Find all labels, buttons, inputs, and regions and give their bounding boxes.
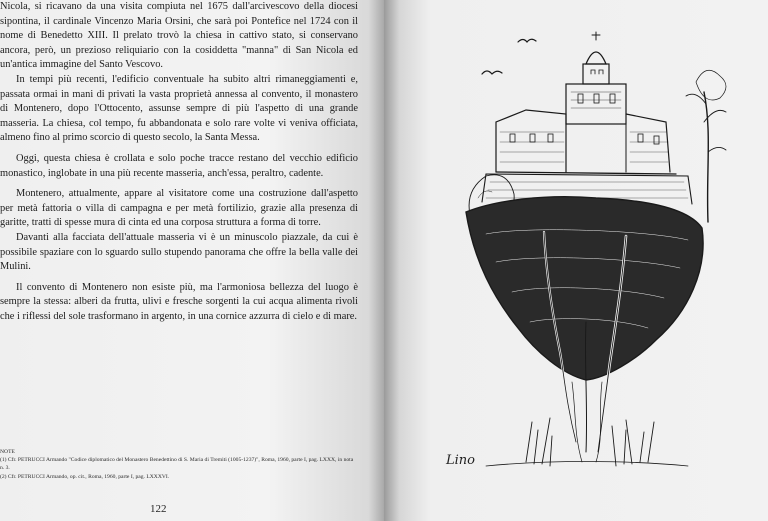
footnote: (1) Cfr. PETRUCCI Armando "Codice diplomatico del Monastero Benedettino di S. Maria di Tremiti (1005-1237)", Roma, 1960, parte I, pag. LXXX, in nota n. 3. xyxy=(0,457,354,472)
paragraph: Nicola, si ricavano da una visita compiuta nel 1675 dall'arcivescovo della diocesi sipontina, il cardinale Vincenzo Maria Orsini, che sarà poi Pontefice nel 1724 con il nome di Benedetto XIII. Il prelato trovò la chiesa in cattivo stato, si conservano ancora, però, un prezioso reliquiario con la cosiddetta "manna" di San Nicola ed un'antica immagine del Santo Vescovo. xyxy=(0,1,358,71)
paragraph: Davanti alla facciata dell'attuale masseria vi è un minuscolo piazzale, da cui è possibile spaziare con lo sguardo sullo stupendo panorama che offre la bella valle dei Mulini. xyxy=(0,231,358,273)
footnotes xyxy=(0,448,358,481)
paragraph: Oggi, questa chiesa è crollata e solo poche tracce restano del vecchio edificio monastico, inglobate in una più recente masseria, anch'essa, peraltro, cadente. xyxy=(0,152,358,179)
footnote: (2) Cfr. PETRUCCI Armando, op. cit., Roma, 1960, parte I, pag. LXXXVI. xyxy=(0,473,170,480)
bird-icon xyxy=(518,39,536,42)
monastery-illustration xyxy=(426,22,736,482)
paragraph: Il convento di Montenero non esiste più, ma l'armoniosa bellezza del luogo è sempre la stessa: alberi da frutta, ulivi e fresche sorgenti la cui acqua alimenta rivoli che i riflessi del sole trasformano in argento, in una cornice azzurra di cielo e di mare. xyxy=(0,281,358,322)
paragraph: Montenero, attualmente, appare al visitatore come una costruzione dall'aspetto per metà fattoria o villa di campagna e per metà fortilizio, grazie alla presenza di garitte, tratti di spesse mura di cinta ed una corposa struttura a forma di torre. xyxy=(0,188,358,229)
page-number: 122 xyxy=(150,503,167,515)
bird-icon xyxy=(482,71,502,74)
body-text xyxy=(0,0,358,324)
right-page xyxy=(384,0,768,521)
artist-signature: Lino xyxy=(446,453,475,468)
notes-heading: NOTE xyxy=(0,449,15,455)
paragraph: In tempi più recenti, l'edificio conventuale ha subito altri rimaneggiamenti e, passata ormai in mani di privati la vasta proprietà annessa al convento, il monastero di Montenero, dopo l'Ottocento, assunse sempre di più l'aspetto di una grande masseria. La chiesa, col tempo, fu abbandonata e solo rare volte vi veniva officiata, almeno fino al primo scorcio di questo secolo, la Santa Messa. xyxy=(0,73,358,144)
